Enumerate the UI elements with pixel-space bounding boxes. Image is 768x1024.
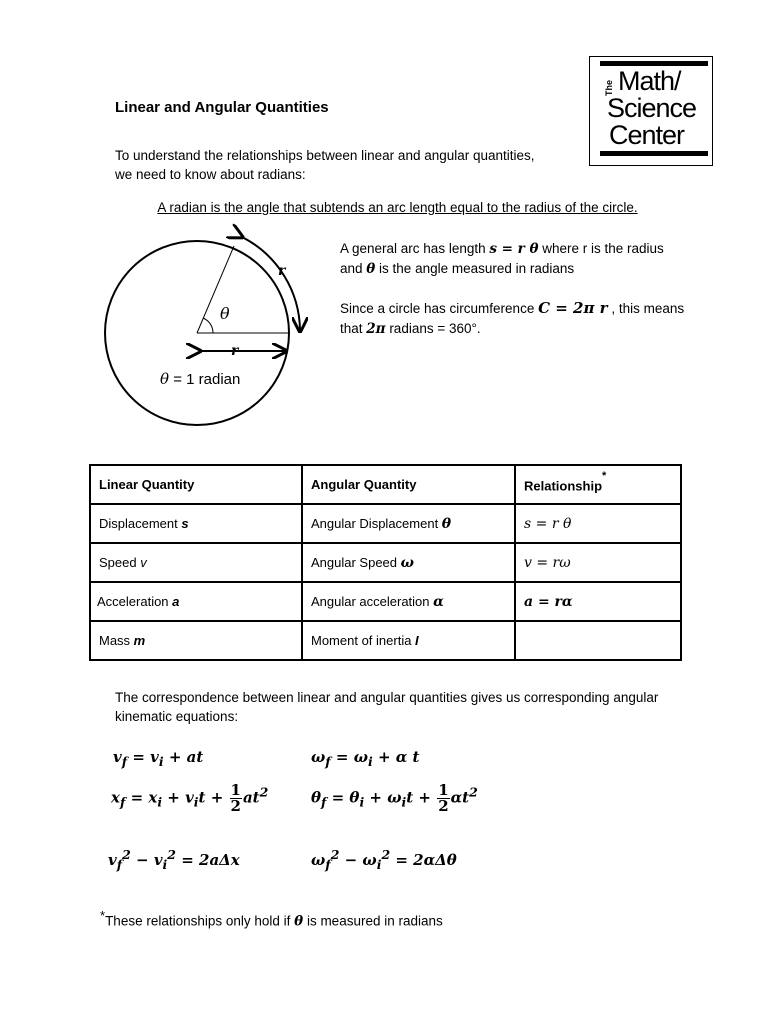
radian-circle-diagram [90,215,330,440]
cell-angular: Angular Speed ω [302,543,515,582]
arc-length-paragraph: A general arc has length s = r θ where r is the radius and θ is the angle measured in radians [340,241,664,277]
quantities-table [89,464,682,661]
arc-r-label: r [278,263,286,279]
cell-angular: Angular acceleration α [302,582,515,621]
logo-bottom-bar [600,151,708,156]
logo-line-center: Center [609,120,685,150]
cell-relationship: s = r θ [515,504,681,543]
radius-r-label: r [231,343,239,359]
header-angular: Angular Quantity [302,465,515,504]
equation-position-angular: $\theta_f = \theta_i + \omega_it$ + $\frac{1}{2}$ $\alpha t^2$ [311,781,478,815]
cell-linear: Acceleration a [90,582,302,621]
circumference-paragraph: Since a circle has circumference C = 2π r , this means that 2π radians = 360°. [340,299,685,337]
cell-relationship: v = rω [515,543,681,582]
equation-velocity-squared-linear: $v_f^2 - v_i^2 = 2a\Delta x$ [108,847,240,872]
page-title: Linear and Angular Quantities [115,99,329,116]
cell-angular: Moment of inertia I [302,621,515,660]
cell-linear: Mass m [90,621,302,660]
intro-text: To understand the relationships between linear and angular quantities, we need to know about radians: [115,148,535,182]
table-row [90,621,681,660]
cell-angular: Angular Displacement θ [302,504,515,543]
cell-relationship: a = rα [515,582,681,621]
relationship-asterisk: * [602,469,607,482]
equation-velocity-linear: $v_f = v_i$ + at [113,748,204,769]
arc-formula: s = r θ [489,241,539,257]
footnote-asterisk: * [100,908,106,923]
equation-velocity-angular: $\omega_f = \omega_i + \alpha$ t [311,748,420,769]
table-header-row [90,465,681,504]
equation-velocity-squared-angular: $\omega_f^2 - \omega_i^2 = 2\alpha\Delta\theta$ [311,847,457,872]
table-row [90,504,681,543]
cell-relationship [515,621,681,660]
cell-linear: Speed v [90,543,302,582]
radian-definition: A radian is the angle that subtends an arc length equal to the radius of the circle. [157,200,638,215]
table-row [90,582,681,621]
correspondence-paragraph: The correspondence between linear and angular quantities gives us corresponding angular kinematic equations: [115,690,659,724]
header-linear: Linear Quantity [90,465,302,504]
footnote: *These relationships only hold if θ is measured in radians [100,908,443,930]
logo-line-math: Math/ [618,66,681,96]
theta-label: θ [220,304,230,323]
logo-line-science: Science [607,93,697,123]
angle-arc [203,318,213,333]
arc-length-arrow [242,237,300,331]
equation-position-linear: $x_f = x_i + v_it$ + $\frac{1}{2}$ $at^2$ [111,781,269,815]
logo-the-text: The [604,79,614,96]
cell-linear: Displacement s [90,504,302,543]
circumference-formula: C = 2π r [538,299,608,317]
table-row [90,543,681,582]
one-radian-caption: θ = 1 radian [160,370,241,388]
header-relationship: Relationship* [515,465,681,504]
